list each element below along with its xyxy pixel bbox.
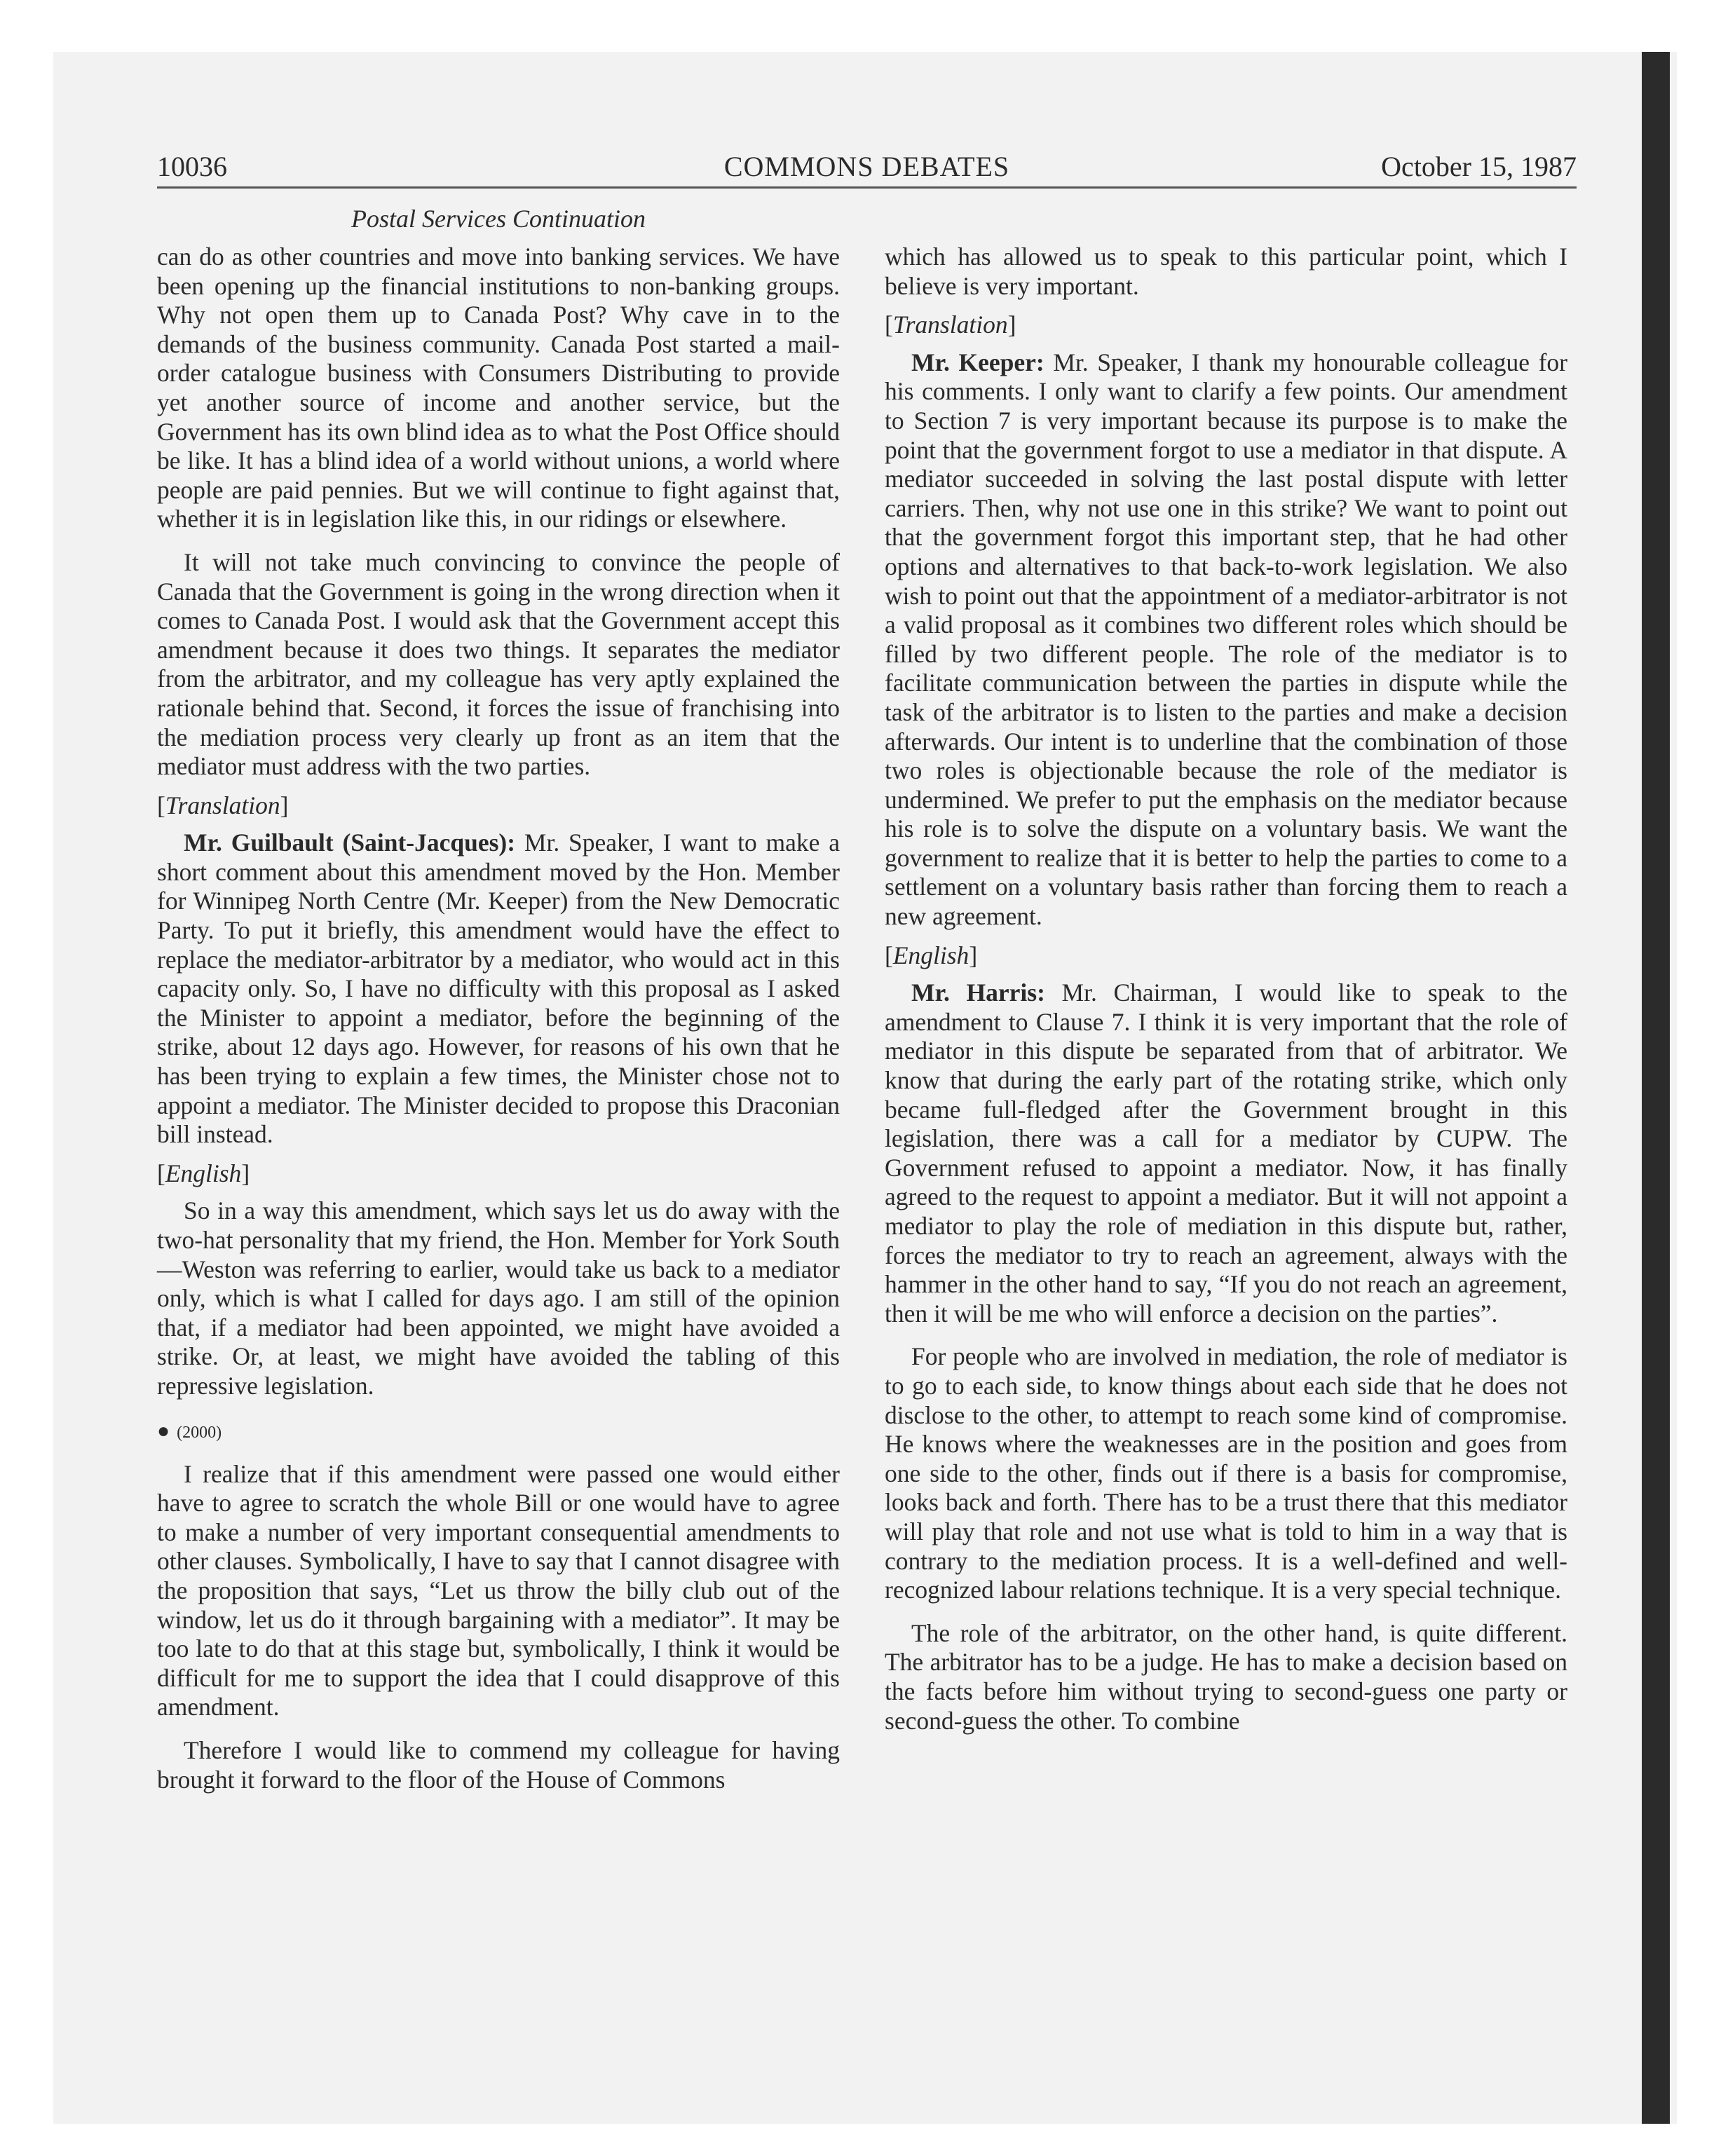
paragraph: So in a way this amendment, which says let us do away with the two-hat personality that my friend, the Hon. Member for York South—Weston was referring to earlier, would take us back to a mediator only, which is what I called for days ago. I am still of the opinion that, if a mediator had been appointed, we might have avoided a strike. Or, at least, we might have avoided the tabling of this repressive legislation.: [157, 1196, 840, 1400]
language-label: Translation: [892, 311, 1008, 339]
speech-paragraph: [885, 978, 1567, 1328]
language-marker: [Translation]: [885, 311, 1016, 339]
speech-paragraph: [885, 348, 1567, 932]
right-column: [885, 243, 1567, 1735]
bullet-icon: ●: [157, 1419, 170, 1442]
page-number: 10036: [157, 151, 227, 182]
language-marker: [English]: [885, 941, 978, 969]
speaker-name: Mr. Harris:: [911, 978, 1045, 1007]
time-stamp-text: (2000): [177, 1423, 222, 1442]
paragraph: Therefore I would like to commend my colleague for having brought it forward to the floor of the House of Commons: [157, 1735, 840, 1794]
publication-title: COMMONS DEBATES: [723, 151, 1010, 182]
speech-text: Mr. Chairman, I would like to speak to the amendment to Clause 7. I think it is very important that the role of mediator in this dispute be separated from that of arbitrator. We know that during the early part of the rotating strike, which only became full-fledged after the Government brought in this legislation, there was a call for a mediator by CUPW. The Government refused to appoint a mediator. Now, it has finally agreed to the request to appoint a mediator. But it will not appoint a mediator to play the role of mediation in this dispute but, rather, forces the mediator to try to reach an agreement, always with the hammer in the other hand to say, “If you do not reach an agreement, then it will be me who will enforce a decision on the parties”.: [885, 978, 1567, 1328]
time-stamp: [157, 1421, 840, 1443]
paragraph: It will not take much convincing to convince the people of Canada that the Government is going in the wrong direction when it comes to Canada Post. I would ask that the Government accept this amendment because it does two things. It separates the mediator from the arbitrator, and my colleague has very aptly explained the rationale behind that. Second, it forces the issue of franchising into the mediation process very clearly up front as an item that the mediator must address with the two parties.: [157, 547, 840, 781]
language-label: English: [165, 1159, 242, 1187]
paragraph: which has allowed us to speak to this particular point, which I believe is very important.: [885, 243, 1567, 300]
scan-edge-bar: [1642, 52, 1670, 2124]
paragraph: can do as other countries and move into banking services. We have been opening up the financial institutions to non-banking groups. Why not open them up to Canada Post? Why cave in to the demands of the business community. Canada Post started a mail-order catalogue business with Consumers Distributing to provide yet another source of income and another service, but the Government has its own blind idea as to what the Post Office should be like. It has a blind idea of a world without unions, a world where people are paid pennies. But we will continue to fight against that, whether it is in legislation like this, in our ridings or elsewhere.: [157, 243, 840, 533]
speech-text: Mr. Speaker, I thank my honourable colleague for his comments. I only want to clarify a few points. Our amendment to Section 7 is very important because its purpose is to make the point that the government forgot to use a mediator in that dispute. A mediator succeeded in solving the last postal dispute with letter carriers. Then, why not use one in this strike? We want to point out that the government forgot this important step, that he had other options and alternatives to that back-to-work legislation. We also wish to point out that the appointment of a mediator-arbitrator is not a valid proposal as it combines two different roles which should be filled by two different people. The role of the mediator is to facilitate communication between the parties in dispute while the task of the arbitrator is to listen to the parties and make a decision afterwards. Our intent is to underline that the combination of those two roles is objectionable because the role of the mediator is undermined. We prefer to put the emphasis on the mediator because his role is to solve the dispute on a voluntary basis. We want the government to realize that it is better to help the parties to come to a settlement on a voluntary basis rather than forcing them to reach a new agreement.: [885, 348, 1567, 931]
speech-text: Mr. Speaker, I want to make a short comment about this amendment moved by the Hon. Member for Winnipeg North Centre (Mr. Keeper) from the New Democratic Party. To put it briefly, this amendment would have the effect to replace the mediator-arbitrator by a mediator, who would act in this capacity only. So, I have no difficulty with this proposal as I asked the Minister to appoint a mediator, before the beginning of the strike, about 12 days ago. However, for reasons of his own that he has been trying to explain a few times, the Minister chose not to appoint a mediator. The Minister decided to propose this Draconian bill instead.: [157, 828, 840, 1149]
paragraph: The role of the arbitrator, on the other hand, is quite different. The arbitrator has to be a judge. He has to make a decision based on the facts before him without trying to second-guess one party or second-guess the other. To combine: [885, 1618, 1567, 1735]
language-label: Translation: [165, 791, 280, 819]
paragraph: I realize that if this amendment were passed one would either have to agree to scratch the whole Bill or one would have to agree to make a number of very important consequential amendments to other clauses. Symbolically, I have to say that I cannot disagree with the proposition that says, “Let us throw the billy club out of the window, let us do it through bargaining with a mediator”. It may be too late to do that at this stage but, symbolically, I think it would be difficult for me to support the idea that I could disapprove of this amendment.: [157, 1459, 840, 1721]
language-label: English: [892, 941, 969, 969]
section-subtitle: Postal Services Continuation: [351, 205, 646, 233]
speaker-name: Mr. Guilbault (Saint-Jacques):: [184, 828, 516, 857]
speech-paragraph: [157, 828, 840, 1149]
left-column: [157, 243, 840, 1794]
publication-date: October 15, 1987: [1381, 151, 1577, 182]
page-header: [157, 147, 1577, 189]
paragraph: For people who are involved in mediation, the role of mediator is to go to each side, to know things about each side that he does not disclose to the other, to attempt to reach some kind of compromise. He knows where the weaknesses are in the position and goes from one side to the other, finds out if there is a basis for compromise, looks back and forth. There has to be a trust there that this mediator will play that role and not use what is told to him in a way that is contrary to the mediation process. It is a well-defined and well-recognized labour relations technique. It is a very special technique.: [885, 1342, 1567, 1604]
language-marker: [English]: [157, 1159, 250, 1187]
speaker-name: Mr. Keeper:: [911, 348, 1045, 376]
language-marker: [Translation]: [157, 791, 289, 819]
